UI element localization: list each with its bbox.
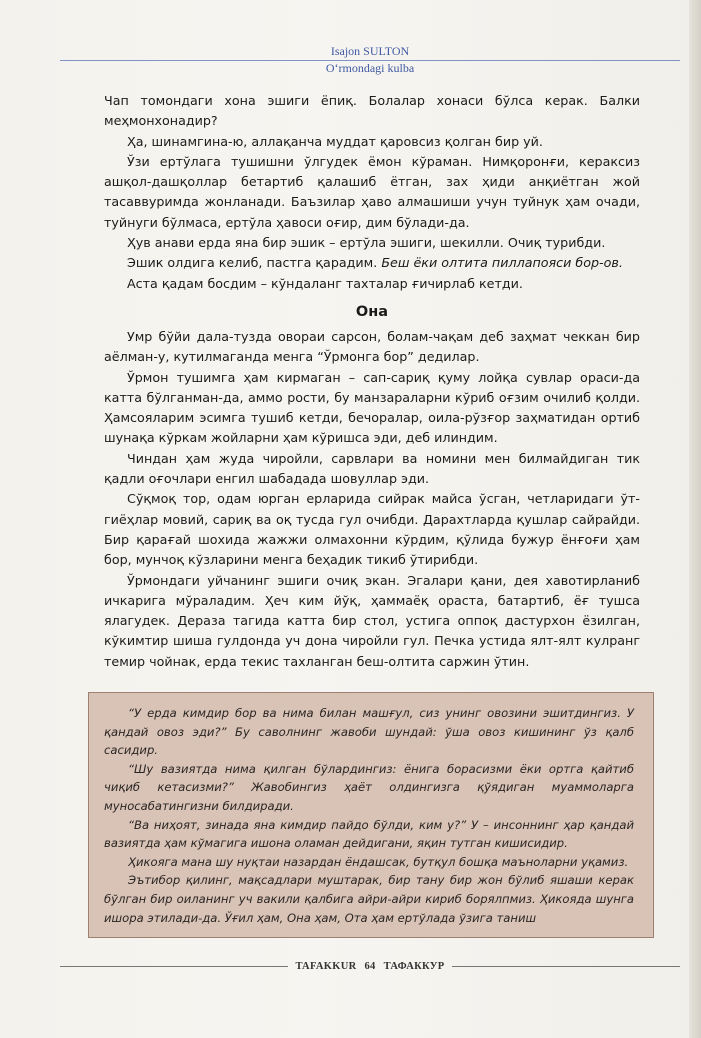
section-heading: Она — [355, 303, 389, 320]
header-title: O‘rmondagi kulba — [325, 61, 415, 75]
paragraph — [104, 253, 640, 273]
paragraph: Сўқмоқ тор, одам юрган ерларида сийрак майса ўсган, четларидаги ўт-гиёҳлар мовий, сариқ ва оқ тусда гул очибди. Дарахтларда қушлар сайрайди. Бир қарағай шохида жажжи олмахонни кўрдим, қўлида бужур ёнғоғи ҳам бор, мунчоқ кўзларини менга беҳадик тикиб ўтирибди. — [104, 491, 640, 568]
footer-journal-cyrillic: ТАФАККУР — [383, 960, 445, 972]
footer-journal-latin: TAFAKKUR — [295, 960, 357, 972]
main-text — [104, 91, 640, 672]
paragraph: Чап томондаги хона эшиги ёпиқ. Болалар хонаси бўлса керак. Балки меҳмонхонадир? — [104, 93, 640, 129]
header-author: Isajon SULTON — [330, 44, 410, 58]
commentary-paragraph: “Шу вазиятда нима қилган бўлардингиз: ёнига борасизми ёки ортга қайтиб чиқиб кетасизми?” Жавобингиз ҳаёт олдингизга қўядиган муаммоларга муносабатингизни билдиради. — [104, 761, 634, 813]
paragraph: Ҳа, шинамгина-ю, аллақанча муддат қаровсиз қолган бир уй. — [127, 133, 543, 149]
running-footer — [60, 958, 680, 974]
commentary-paragraph: “Ва ниҳоят, зинада яна кимдир пайдо бўлди, ким у?” У – инсоннинг ҳар қандай вазиятда ҳам кўмагига ишона оламан дейдигани, яқин тутган кишисидир. — [104, 817, 634, 851]
commentary-text — [104, 704, 634, 927]
paragraph: Чиндан ҳам жуда чиройли, сарвлари ва номини мен билмайдиган тик қадли оғочлари енгил шабадада шовуллар эди. — [104, 450, 640, 487]
footer-rule-left — [60, 966, 288, 967]
paragraph-italic-text: Беш ёки олтита пиллапояси бор-ов. — [381, 255, 623, 271]
commentary-paragraph: Ҳикояга мана шу нуқтаи назардан ёндашсак, бутқул бошқа маъноларни уқамиз. — [128, 854, 629, 869]
commentary-paragraph: “У ерда кимдир бор ва нима билан машғул, сиз унинг овозини эшитдингиз. У қандай овоз эди?” Бу саволнинг жавоби шундай: ўша овоз кишининг ўз қалб сасидир. — [104, 706, 634, 758]
page-number: 64 — [364, 960, 376, 972]
paragraph: Ҳув анави ерда яна бир эшик – ертўла эшиги, шекилли. Очиқ турибди. — [127, 235, 606, 251]
paragraph: Аста қадам босдим – кўндаланг тахталар ғичирлаб кетди. — [127, 275, 523, 291]
running-header — [60, 44, 680, 76]
paragraph: Ўрмон тушимга ҳам кирмаган – сап-сариқ қуму лойқа сувлар ораси-да катта бўлганман-да, аммо рости, бу манзараларни кўриб оғзим очилиб қолди. Ҳамсояларим эсимга тушиб кетди, бечоралар, оила-рўзғор заҳматидан ортиб шунақа кўркам жойларни ҳам кўришса эди, деб илиндим. — [104, 369, 640, 446]
paragraph: Ўзи ертўлага тушишни ўлгудек ёмон кўраман. Нимқоронғи, кераксиз ашқол-дашқоллар бетартиб қалашиб ётган, зах ҳиди анқиётган жой тасаввуримда жонланади. Баъзилар ҳаво алмашиши учун туйнук ҳам очади, туйнуги бўлмаса, ертўла ҳавоси оғир, дим бўлади-да. — [104, 153, 640, 230]
page-edge — [689, 0, 701, 1038]
footer-rule-right — [452, 966, 680, 967]
paragraph: Ўрмондаги уйчанинг эшиги очиқ экан. Эгалари қани, дея хавотирланиб ичкарига мўраладим. Ҳеч ким йўқ, ҳаммаёқ ораста, батартиб, ёғ тушса ялагудек. Дераза тагида катта бир стол, устига оппоқ дастурхон ёзилган, кўкимтир шиша гулдонда уч дона чиройли гул. Печка устида ялт-ялт кулранг темир чойнак, ерда текис тахланган беш-олтита саржин ўтин. — [104, 572, 640, 669]
commentary-paragraph: Эътибор қилинг, мақсадлари муштарак, бир тану бир жон бўлиб яшаши керак бўлган бир оиланинг уч вакили қалбига айри-айри кириб борялпмиз. Ҳикояда шунга ишора этилади-да. Ўғил ҳам, Она ҳам, Ота ҳам ертўлада ўзига таниш — [104, 873, 634, 925]
paragraph: Умр бўйи дала-тузда овораи сарсон, болам-чақам деб заҳмат чеккан бир аёлман-у, кутилмаганда менга “Ўрмонга бор” дедилар. — [104, 328, 640, 365]
paragraph-text: Эшик олдига келиб, пастга қарадим. — [127, 255, 382, 271]
